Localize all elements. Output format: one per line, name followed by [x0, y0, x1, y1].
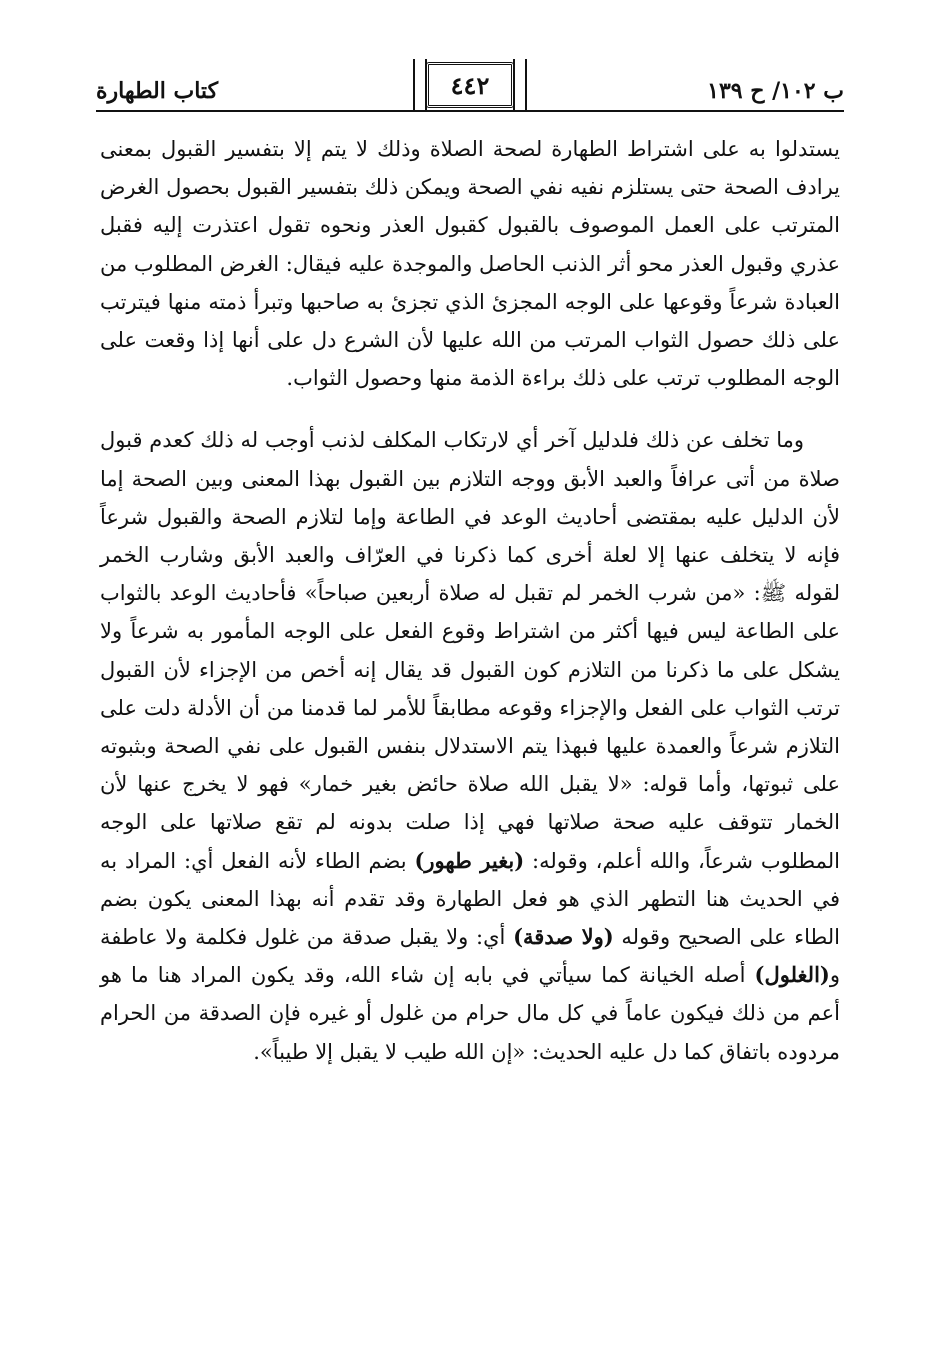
bold-term-alghulul: (الغلول) — [754, 962, 830, 988]
text-run: أصله الخيانة كما سيأتي في بابه إن شاء الله، وقد يكون المراد هنا ما هو أعم من ذلك فيكون عاماً في كل مال حرام من غلول أو غيره فإن الصدقة من الحرام مردوده باتفاق كما دل عليه الحديث: «إن الله طيب لا يقبل إلا طيباً». — [100, 963, 840, 1064]
bold-term-bighayr-tahur: (بغير طهور) — [414, 847, 525, 873]
text-run: بضم الطاء لأنه الفعل أي: المراد به في الحديث هنا التطهر الذي هو فعل الطهارة وقد تقدم أنه بهذا المعنى يكون بضم الطاء على الصحيح وقوله — [100, 848, 841, 950]
body-text — [100, 130, 840, 1071]
page-number: ٤٤٢ — [450, 70, 490, 100]
paragraph-1 — [100, 130, 840, 397]
hadith-reference: ب ١٠٢/ ح ١٣٩ — [707, 78, 844, 104]
page-number-frame — [426, 62, 514, 108]
page-header — [96, 62, 844, 114]
text-run: وما تخلف عن ذلك فلدليل آخر أي لارتكاب المكلف لذنب أوجب له ذلك كعدم قبول صلاة من أتى عرافاً والعبد الأبق ووجه التلازم بين القبول بهذا المعنى وبين الصحة إما لأن الدليل عليه بمقتضى أحاديث الوعد في الطاعة وإما لتلازم الصحة والقبول شرعاً فإنه لا يتخلف عنها إلا لعلة أخرى كما ذكرنا في العرّاف والعبد الأبق وشارب الخمر لقوله ﷺ: «من شرب الخمر لم تقبل له صلاة أربعين صباحاً» فأحاديث الوعد بالثواب على الطاعة ليس فيها أكثر من اشتراط وقوع الفعل على الوجه المأمور به شرعاً ولا يشكل على ما ذكرنا من التلازم كون القبول قد يقال إنه أخص من الإجزاء لأن القبول ترتب الثواب على الفعل والإجزاء وقوعه مطابقاً للأمر لما قدمنا من أن الأدلة دلت على التلازم شرعاً والعمدة عليها فبهذا يتم الاستدلال بنفس القبول على نفي الصحة وبثبوته على ثبوتها، وأما قوله: «لا يقبل الله صلاة حائض بغير خمار» فهو لا يخرج عنها لأن الخمار تتوقف عليه صحة صلاتها فهي إذا صلت بدونه لم تقع صلاتها على الوجه المطلوب شرعاً، والله أعلم، وقوله: — [100, 428, 840, 873]
header-divider — [96, 110, 844, 112]
paragraph-2 — [100, 421, 840, 1070]
bold-term-wala-sadaqa: (ولا صدقة) — [513, 924, 614, 950]
chapter-title: كتاب الطهارة — [96, 78, 219, 104]
text-run: أي: ولا يقبل صدقة من غلول فكلمة ولا عاطفة و — [100, 925, 840, 988]
text-run: يستدلوا به على اشتراط الطهارة لصحة الصلاة وذلك لا يتم إلا بتفسير القبول بمعنى يرادف الصحة حتى يستلزم نفيه نفي الصحة ويمكن ذلك بتفسير القبول بحصول الغرض المترتب على العمل الموصوف بالقبول كقبول العذر ونحوه تقول اعتذرت إليه فقبل عذري وقبول العذر محو أثر الذنب الحاصل والموجدة عليه فيقال: الغرض المطلوب من العبادة شرعاً وقوعها على الوجه المجزئ الذي تجزئ به صاحبها وتبرأ ذمته منها فيترتب على ذلك حصول الثواب المرتب من الله عليها لأن الشرع دل على أنها إذا وقعت على الوجه المطلوب ترتب على ذلك براءة الذمة منها وحصول الثواب. — [100, 137, 840, 391]
